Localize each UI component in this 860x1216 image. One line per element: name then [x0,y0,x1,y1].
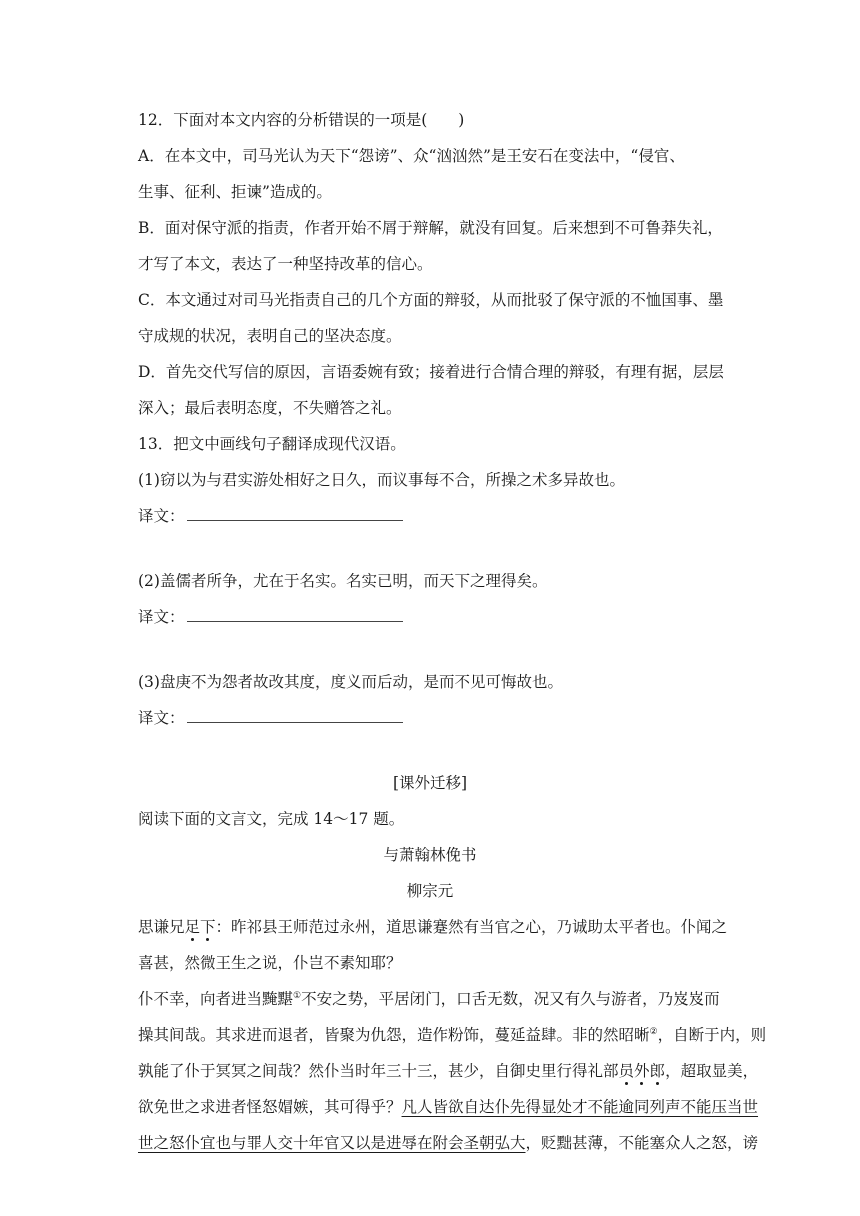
article-author: 柳宗元 [406,882,454,900]
passage-p1-line1 [138,916,778,938]
answer-label: 译文： [138,507,185,525]
q13-sentence-1: (1)窃以为与君实游处相好之日久，而议事每不合，所操之术多异故也。 [138,471,625,489]
q13-sentence-3: (3)盘庚不为怨者故改其度，度义而后动，是而不见可悔故也。 [138,673,563,691]
q13-answer-3 [138,707,778,729]
passage-p2-line1 [138,988,778,1010]
question-13-stem: 13．把文中画线句子翻译成现代汉语。 [138,435,406,453]
answer-blank-1[interactable] [187,508,403,521]
q12-option-d-line2: 深入；最后表明态度，不失赠答之礼。 [138,399,402,417]
q13-answer-2 [138,606,778,628]
text-run: ：昨祁县王师范过永州，道思谦蹇然有当官之心，乃诚助太平者也。仆闻之 [215,918,728,936]
text-run: ，贬黜甚薄，不能塞众人之怒，谤 [525,1134,759,1152]
answer-blank-3[interactable] [187,710,403,723]
underlined-sentence: 凡人皆欲自达仆先得显处才不能逾同列声不能压当世 [401,1098,759,1116]
text-run: 孰能了仆于冥冥之间哉？然仆当时年三十三，甚少，自御史里行得礼部 [138,1062,619,1080]
passage-p2-line4 [138,1096,778,1118]
q12-option-b-line1: B．面对保守派的指责，作者开始不屑于辩解，就没有回复。后来想到不可鲁莽失礼， [138,219,723,237]
dotted-char: 郎 [649,1062,666,1080]
dotted-char: 员 [618,1062,635,1080]
text-run: 操其间哉。其求进而退者，皆聚为仇怨，造作粉饰，蔓延益肆。非的然昭晰 [138,1026,650,1044]
dotted-char: 外 [634,1062,650,1080]
text-run: ，超取显美， [665,1062,759,1080]
text-run: 不安之势，平居闭门，口舌无数，况又有久与游者，乃岌岌而 [301,990,720,1008]
passage-p1-line2: 喜甚，然微王生之说，仆岂不素知耶？ [138,954,402,972]
q13-answer-1 [138,505,778,527]
question-12-stem: 12．下面对本文内容的分析错误的一项是( ) [138,111,465,129]
answer-label: 译文： [138,709,185,727]
answer-label: 译文： [138,608,185,626]
q12-option-c-line2: 守成规的状况，表明自己的坚决态度。 [138,327,402,345]
footnote-marker: ① [293,990,302,1001]
text-run: 欲免世之求进者怪怒媢嫉，其可得乎？ [138,1098,402,1116]
q12-option-a-line1: A．在本文中，司马光认为天下“怨谤”、众“汹汹然”是王安石在变法中，“侵官、 [138,147,685,165]
dotted-char: 足 [184,918,201,936]
text-run: 思谦兄 [138,918,185,936]
passage-p2-line5 [138,1132,778,1154]
section-instruction: 阅读下面的文言文，完成 14～17 题。 [138,810,405,828]
q12-option-b-line2: 才写了本文，表达了一种坚持改革的信心。 [138,255,433,273]
answer-blank-2[interactable] [187,609,403,622]
text-run: ，自断于内，则 [657,1026,767,1044]
q12-option-a-line2: 生事、征利、拒谏”造成的。 [138,183,332,201]
q13-sentence-2: (2)盖儒者所争，尤在于名实。名实已明，而天下之理得矣。 [138,572,548,590]
footnote-marker: ② [649,1026,658,1037]
article-title: 与萧翰林俛书 [383,846,477,864]
text-run: 仆不幸，向者进当黤黮 [138,990,294,1008]
q12-option-d-line1: D．首先交代写信的原因，言语委婉有致；接着进行合情合理的辩驳，有理有据，层层 [138,363,724,381]
section-heading: [课外迁移] [392,774,468,792]
passage-p2-line2 [138,1024,778,1046]
q12-option-c-line1: C．本文通过对司马光指责自己的几个方面的辩驳，从而批驳了保守派的不恤国事、墨 [138,291,724,309]
dotted-char: 下 [200,918,216,936]
passage-p2-line3 [138,1060,778,1082]
underlined-sentence: 世之怒仆宜也与罪人交十年官又以是进辱在附会圣朝弘大 [138,1134,526,1152]
